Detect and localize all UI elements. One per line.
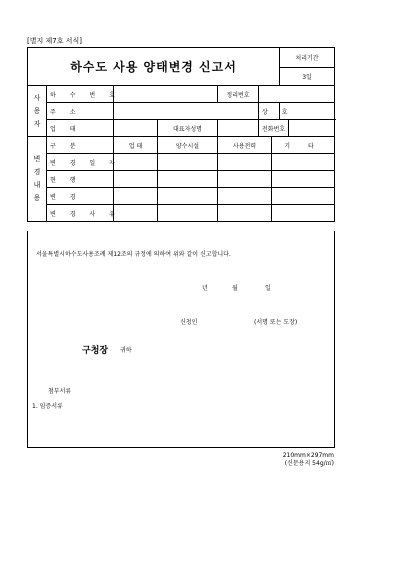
change-cell[interactable]	[158, 171, 218, 188]
sewer-number-field[interactable]	[114, 86, 218, 103]
trade-name-label: 상 호	[259, 103, 280, 120]
phone-label: 전화번호	[259, 120, 289, 137]
change-cell[interactable]	[218, 154, 272, 171]
declaration-box	[27, 231, 335, 448]
processing-period-value: 3일	[280, 68, 335, 86]
attachment-item: 1. 임증서류	[32, 403, 63, 410]
change-cell[interactable]	[218, 188, 272, 205]
changes-header-label: 구 분	[47, 137, 114, 154]
col-business-header: 업 태	[114, 137, 158, 154]
change-cell[interactable]	[272, 154, 335, 171]
address-field[interactable]	[114, 103, 259, 120]
change-row-label: 변 경 사 유	[47, 205, 114, 222]
change-cell[interactable]	[158, 154, 218, 171]
business-type-field[interactable]	[114, 120, 158, 137]
paper-size-note: 210mm×297mm	[282, 452, 334, 459]
form-number: [별지 제7호 서식]	[27, 37, 82, 45]
representative-name-label: 대표자성명	[158, 120, 218, 137]
date-month-label: 월	[232, 285, 238, 292]
change-cell[interactable]	[114, 171, 158, 188]
change-row-label: 현 행	[47, 171, 114, 188]
change-cell[interactable]	[272, 205, 335, 222]
business-type-label: 업 태	[47, 120, 114, 137]
processing-period-label: 처리기간	[280, 48, 335, 68]
address-label: 주 소	[47, 103, 114, 120]
col-etc-header: 기 타	[272, 137, 335, 154]
change-row-label: 변 경	[47, 188, 114, 205]
change-cell[interactable]	[272, 188, 335, 205]
date-year-label: 년	[202, 285, 208, 292]
changes-group-label: 변 경 내 용	[28, 137, 47, 222]
paper-type-note: (신문용지 54g/㎡)	[284, 460, 334, 467]
phone-field[interactable]	[289, 120, 335, 137]
form-table	[27, 47, 335, 222]
applicant-sign-label: 신청인	[180, 319, 198, 326]
change-row-label: 변 경 일 자	[47, 154, 114, 171]
addressee-suffix: 귀하	[120, 347, 132, 354]
change-cell[interactable]	[158, 188, 218, 205]
addressee-name: 구청장	[82, 346, 109, 356]
date-day-label: 일	[265, 285, 271, 292]
change-cell[interactable]	[272, 171, 335, 188]
change-cell[interactable]	[218, 171, 272, 188]
change-cell[interactable]	[114, 188, 158, 205]
applicant-group-label: 사 용 자	[28, 86, 47, 137]
col-facility-header: 양수시설	[158, 137, 218, 154]
change-cell[interactable]	[218, 205, 272, 222]
representative-name-field[interactable]	[218, 120, 259, 137]
col-power-header: 사용전력	[218, 137, 272, 154]
attachments-label: 첨부서류	[48, 388, 72, 395]
change-cell[interactable]	[158, 205, 218, 222]
management-number-field[interactable]	[259, 86, 335, 103]
declaration-text: 서울특별시하수도사용조례 제12조의 규정에 의하여 위와 같이 신고합니다.	[36, 251, 231, 258]
form-title: 하수도 사용 양태변경 신고서	[28, 48, 280, 86]
management-number-label: 정리번호	[218, 86, 259, 103]
sewer-number-label: 하 수 번 호	[47, 86, 114, 103]
signature-placeholder: (서명 또는 도장)	[254, 319, 298, 326]
